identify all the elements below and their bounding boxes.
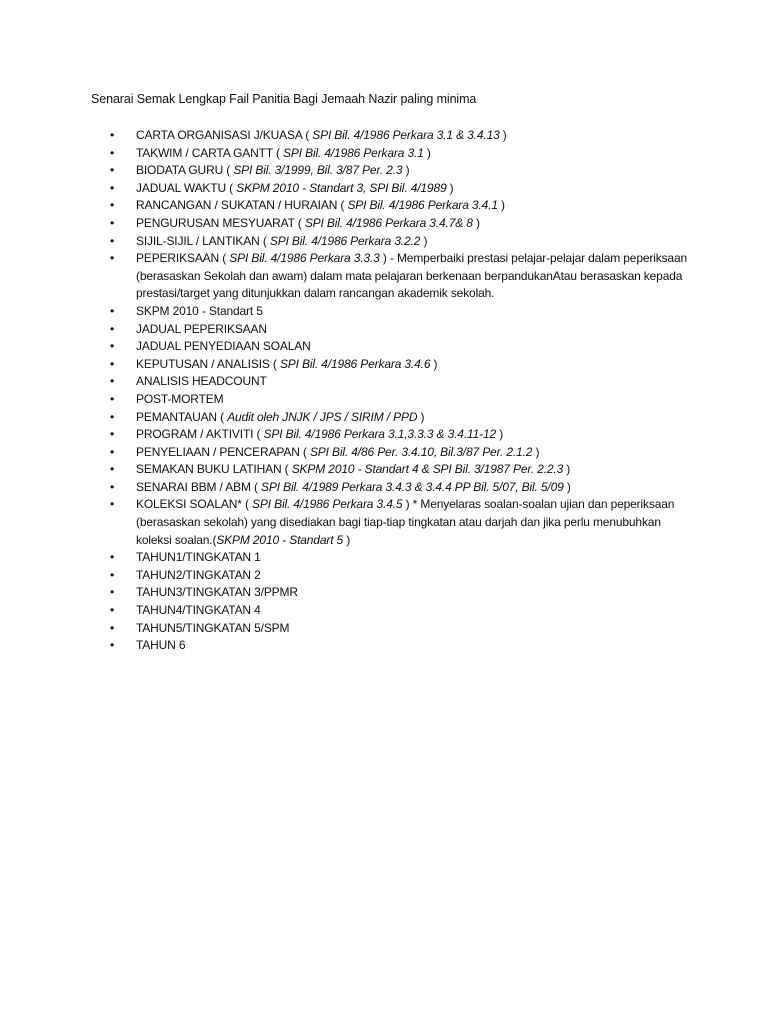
item-description: - Memperbaiki prestasi pelajar-pelajar dalam peperiksaan (berasaskan Sekolah dan awam) dalam mata pelajaran berkenaan berpandukanAtau berasaskan kepada prestasi/target yang ditunjukkan dalam rancangan akademik sekolah.: [136, 251, 687, 301]
item-label: PENYELIAAN / PENCERAPAN: [136, 444, 300, 459]
item-label: TAKWIM / CARTA GANTT: [136, 145, 273, 160]
item-reference: Audit oleh JNJK / JPS / SIRIM / PPD: [227, 409, 418, 424]
bullet-icon: •: [110, 339, 115, 354]
bullet-icon: •: [110, 251, 115, 266]
bullet-icon: •: [110, 479, 115, 494]
item-ref-open: (: [216, 409, 228, 424]
bullet-icon: •: [110, 620, 115, 635]
item-label: JADUAL WAKTU: [136, 180, 226, 195]
checklist-item: [108, 145, 688, 163]
item-ref-open: (: [302, 128, 313, 142]
bullet-icon: •: [110, 391, 115, 406]
item-ref-open: (: [299, 444, 310, 459]
bullet-icon: •: [110, 356, 115, 371]
item-label: BIODATA GURU: [136, 163, 224, 178]
item-reference: SPI Bil. 4/1986 Perkara 3.4.5: [252, 497, 403, 512]
checklist-item: [108, 461, 688, 479]
item-ref-close: ): [379, 251, 387, 266]
item-label: SKPM 2010 - Standart 5: [136, 303, 263, 318]
item-reference: SPI Bil. 4/1986 Perkara 3.1,3.3.3 & 3.4.11-12: [263, 427, 497, 442]
item-label: JADUAL PEPERIKSAAN: [136, 321, 267, 336]
bullet-icon: •: [110, 145, 115, 160]
item-reference: SPI Bil. 4/1986 Perkara 3.1 & 3.4.13: [312, 128, 500, 142]
item-ref-open: (: [281, 462, 292, 477]
checklist-item: [108, 127, 688, 145]
item-label: SENARAI BBM / ABM: [136, 479, 251, 494]
checklist-item: [108, 215, 688, 233]
checklist-item: [108, 197, 688, 215]
document-title: Senarai Semak Lengkap Fail Panitia Bagi Jemaah Nazir paling minima: [91, 92, 477, 106]
item-ref-close: ): [563, 462, 571, 477]
bullet-icon: •: [110, 497, 115, 512]
item-label: PEPERIKSAAN: [136, 251, 220, 266]
bullet-icon: •: [110, 409, 115, 424]
item-ref-close: ): [430, 356, 438, 371]
checklist-item: [108, 409, 688, 427]
item-ref-close: ): [343, 532, 351, 547]
item-ref-open: (: [226, 180, 237, 195]
item-label: SIJIL-SIJIL / LANTIKAN: [136, 233, 260, 248]
item-reference: SPI Bil. 4/1986 Perkara 3.1: [283, 145, 424, 160]
checklist-item: [108, 391, 688, 409]
item-reference: SPI Bil. 4/1986 Perkara 3.4.6: [279, 356, 431, 371]
bullet-icon: •: [110, 233, 115, 248]
item-ref-close: ): [423, 145, 431, 160]
item-ref-close: ): [497, 198, 505, 213]
item-ref-close: ): [417, 409, 425, 424]
item-label: PROGRAM / AKTIVITI: [136, 427, 254, 442]
bullet-icon: •: [110, 374, 115, 389]
item-reference: SPI Bil. 4/1986 Perkara 3.3.3: [229, 251, 380, 266]
item-label: TAHUN4/TINGKATAN 4: [136, 603, 261, 618]
item-ref-close: ): [563, 479, 571, 494]
item-label: TAHUN 6: [136, 638, 186, 653]
item-reference: SPI Bil. 4/1986 Perkara 3.2.2: [269, 233, 421, 248]
item-ref-open: (: [259, 233, 270, 248]
item-ref-close: ): [402, 497, 410, 512]
checklist-item: [108, 496, 688, 549]
checklist-item: [108, 356, 688, 374]
item-ref-open: (: [241, 497, 253, 512]
bullet-icon: •: [110, 321, 115, 336]
item-label: TAHUN5/TINGKATAN 5/SPM: [136, 620, 290, 635]
checklist-item: [108, 479, 688, 497]
checklist-item: [108, 303, 688, 321]
checklist-item: [108, 567, 688, 585]
bullet-icon: •: [110, 427, 115, 442]
bullet-icon: •: [110, 215, 115, 230]
item-ref-close: ): [532, 444, 540, 459]
item-reference: SKPM 2010 - Standart 3, SPI Bil. 4/1989: [236, 180, 447, 195]
bullet-icon: •: [110, 567, 115, 582]
checklist-item: [108, 180, 688, 198]
item-label: CARTA ORGANISASI J/KUASA: [136, 128, 303, 142]
item-ref-close: ): [446, 180, 454, 195]
checklist-item: [108, 162, 688, 180]
item-reference: SPI Bil. 4/1986 Perkara 3.4.1: [347, 198, 498, 213]
checklist-item: [108, 602, 688, 620]
item-label: TAHUN3/TINGKATAN 3/PPMR: [136, 585, 298, 600]
item-reference: SKPM 2010 - Standart 5: [216, 532, 344, 547]
bullet-icon: •: [110, 303, 115, 318]
bullet-icon: •: [110, 198, 115, 213]
item-label: JADUAL PENYEDIAAN SOALAN: [136, 339, 311, 354]
item-reference: SPI Bil. 4/1986 Perkara 3.4.7& 8: [304, 215, 473, 230]
item-reference: SPI Bil. 3/1999, Bil. 3/87 Per. 2.3: [233, 163, 403, 178]
item-label: TAHUN1/TINGKATAN 1: [136, 550, 261, 565]
bullet-icon: •: [110, 180, 115, 195]
item-reference: SKPM 2010 - Standart 4 & SPI Bil. 3/1987 Per. 2.2.3: [291, 462, 564, 477]
bullet-icon: •: [110, 128, 115, 142]
checklist-item: [108, 620, 688, 638]
item-ref-open: (: [253, 427, 264, 442]
item-label: KEPUTUSAN / ANALISIS: [136, 356, 270, 371]
item-ref-open: (: [223, 163, 234, 178]
bullet-icon: •: [110, 462, 115, 477]
bullet-icon: •: [110, 163, 115, 178]
item-ref-open: (: [269, 356, 280, 371]
checklist-item: [108, 250, 688, 303]
checklist-item: [108, 549, 688, 567]
item-label: SEMAKAN BUKU LATIHAN: [136, 462, 282, 477]
item-ref-open: (: [294, 215, 305, 230]
bullet-icon: •: [110, 603, 115, 618]
item-label: RANCANGAN / SUKATAN / HURAIAN: [136, 198, 338, 213]
item-reference: SPI Bil. 4/1989 Perkara 3.4.3 & 3.4.4 PP Bil. 5/07, Bil. 5/09: [261, 479, 564, 494]
item-label: PENGURUSAN MESYUARAT: [136, 215, 295, 230]
checklist-item: [108, 233, 688, 251]
item-ref-close: ): [402, 163, 410, 178]
bullet-icon: •: [110, 585, 115, 600]
bullet-icon: •: [110, 638, 115, 653]
item-reference: SPI Bil. 4/86 Per. 3.4.10, Bil.3/87 Per. 2.1.2: [309, 444, 533, 459]
item-label: TAHUN2/TINGKATAN 2: [136, 567, 261, 582]
item-ref-close: ): [420, 233, 428, 248]
checklist-item: [108, 321, 688, 339]
checklist: [108, 127, 688, 655]
checklist-item: [108, 426, 688, 444]
item-ref-close: ): [496, 427, 504, 442]
item-label: KOLEKSI SOALAN*: [136, 497, 242, 512]
checklist-item: [108, 584, 688, 602]
item-label: ANALISIS HEADCOUNT: [136, 374, 267, 389]
checklist-item: [108, 373, 688, 391]
bullet-icon: •: [110, 444, 115, 459]
item-label: POST-MORTEM: [136, 391, 224, 406]
item-ref-close: ): [472, 215, 480, 230]
checklist-item: [108, 444, 688, 462]
bullet-icon: •: [110, 550, 115, 565]
checklist-item: [108, 338, 688, 356]
checklist-item: [108, 637, 688, 655]
item-description: * Menyelaras soalan-soalan ujian dan peperiksaan (berasaskan sekolah) yang disediakan bagi tiap-tiap tingkatan atau darjah dan jika perlu menubuhkan koleksi soalan.(: [136, 497, 675, 547]
item-ref-open: (: [219, 251, 230, 266]
item-label: PEMANTAUAN: [136, 409, 217, 424]
item-ref-open: (: [337, 198, 348, 213]
item-ref-open: (: [250, 479, 262, 494]
item-ref-close: ): [499, 128, 507, 142]
item-ref-open: (: [272, 145, 284, 160]
